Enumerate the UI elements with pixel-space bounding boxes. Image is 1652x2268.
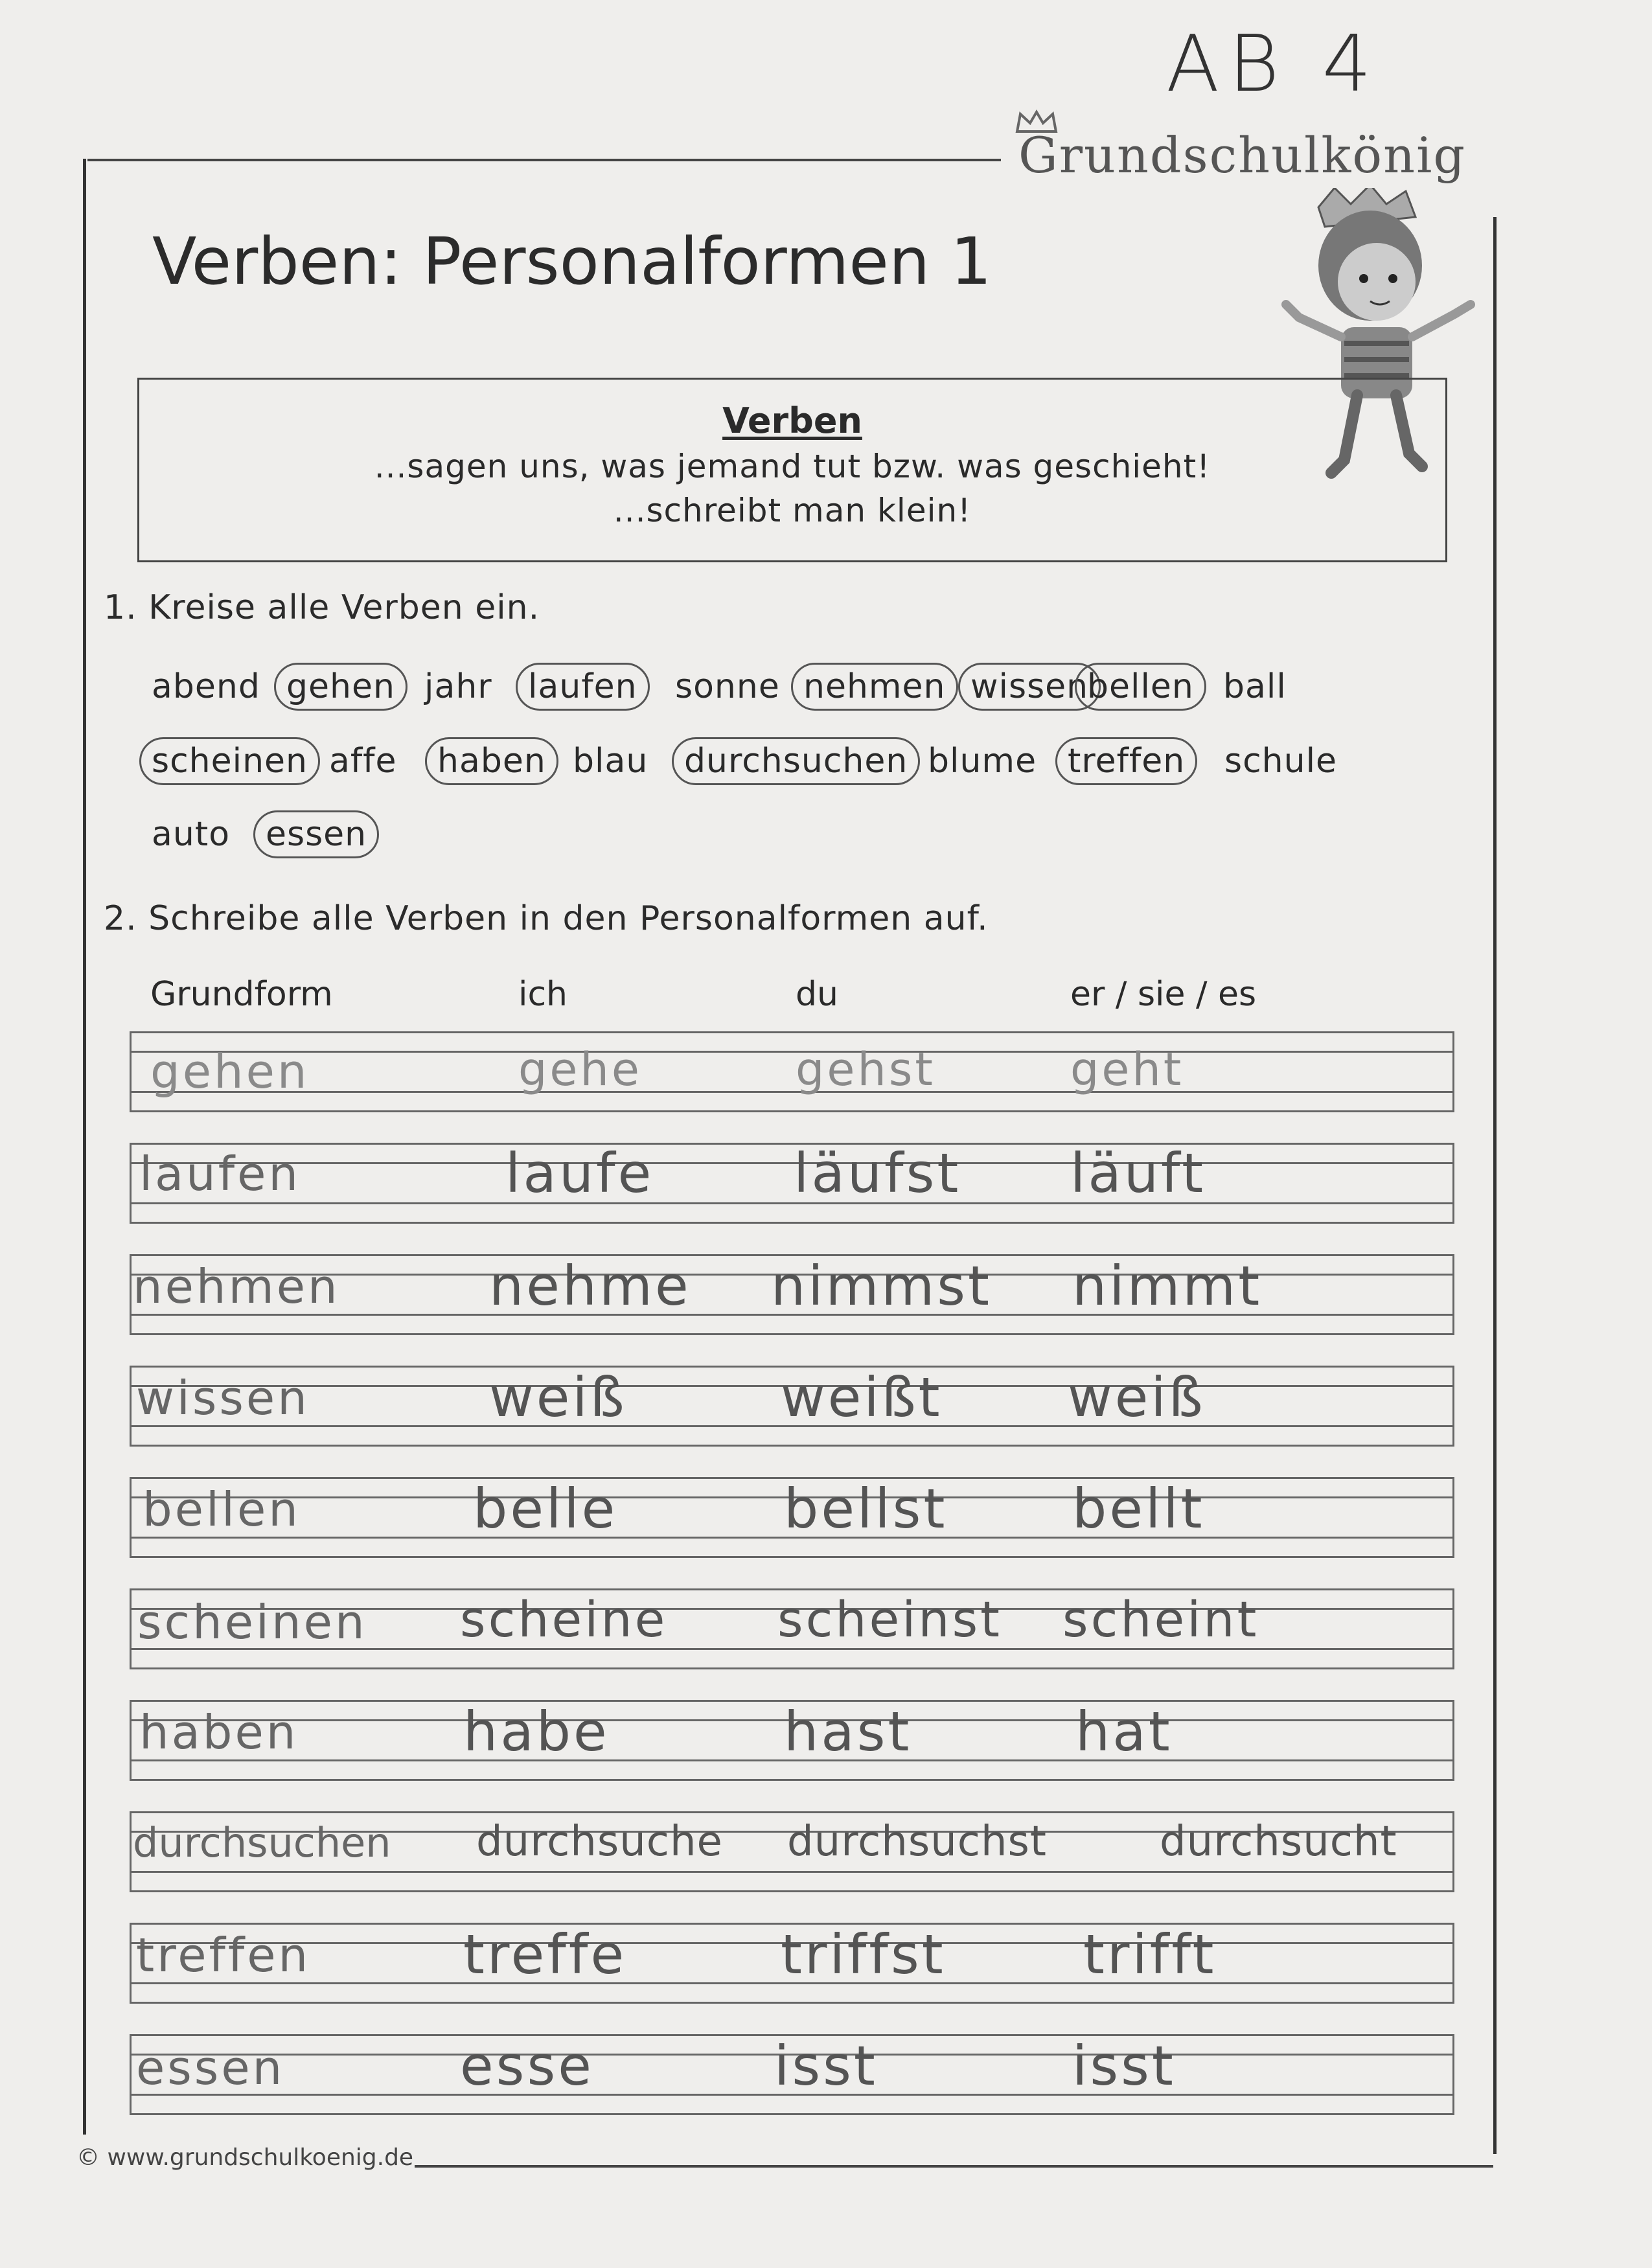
circled-verb: laufen [516,663,650,711]
er-sie-es-cell: weiß [1068,1366,1206,1429]
circled-verb: durchsuchen [672,737,920,785]
du-cell: gehst [796,1043,935,1096]
du-cell: bellst [784,1477,948,1541]
du-cell: weißt [781,1366,943,1429]
frame-top-line [87,159,1001,161]
ich-cell: esse [460,2034,594,2098]
grundform-cell: nehmen [133,1259,340,1314]
ich-cell: laufe [505,1141,654,1205]
frame-right-line [1493,217,1497,2154]
er-sie-es-cell: scheint [1062,1590,1259,1648]
worksheet-label: AB 4 [1166,19,1381,109]
grundform-cell: treffen [136,1928,311,1982]
ich-cell: gehe [518,1043,642,1096]
er-sie-es-cell: nimmt [1072,1254,1263,1318]
ich-cell: nehme [489,1254,691,1318]
grundform-cell: durchsuchen [133,1819,391,1866]
circled-verb: essen [253,810,379,858]
word-item: auto [152,815,231,854]
circled-verb: gehen [274,663,407,711]
brand-logo: Grundschulkönig [1018,126,1467,184]
task-2-instruction: 2. Schreibe alle Verben in den Personalformen auf. [104,899,989,938]
info-box-heading: Verben [722,400,862,441]
writing-lines [130,1031,1454,1111]
er-sie-es-cell: durchsucht [1160,1818,1397,1866]
ich-cell: durchsuche [476,1818,723,1866]
ich-cell: habe [463,1700,610,1763]
circled-verb: bellen [1075,663,1206,711]
du-cell: nimmst [771,1254,992,1318]
er-sie-es-cell: geht [1070,1043,1184,1096]
column-header-grundform: Grundform [150,975,333,1014]
word-item: affe [329,742,397,781]
du-cell: scheinst [777,1590,1002,1648]
column-header-er-sie-es: er / sie / es [1070,975,1257,1014]
ich-cell: treffe [463,1923,627,1986]
task-1-instruction: 1. Kreise alle Verben ein. [104,588,540,627]
verb-info-box [137,378,1447,562]
du-cell: hast [784,1700,912,1763]
ich-cell: belle [473,1477,618,1541]
er-sie-es-cell: bellt [1072,1477,1205,1541]
circled-verb: nehmen [791,663,958,711]
er-sie-es-cell: hat [1075,1700,1173,1763]
column-header-du: du [796,975,838,1014]
word-item: sonne [675,667,780,706]
ich-cell: weiß [489,1366,627,1429]
word-item: schule [1224,742,1338,781]
writing-lines [130,1143,1454,1222]
er-sie-es-cell: läuft [1070,1141,1206,1205]
word-item: jahr [424,667,492,706]
er-sie-es-cell: isst [1072,2034,1176,2098]
du-cell: isst [774,2034,878,2098]
page-title: Verben: Personalformen 1 [152,223,992,299]
word-item: blau [573,742,648,781]
grundform-cell: essen [136,2041,285,2095]
word-item: blume [928,742,1037,781]
grundform-cell: wissen [136,1371,310,1425]
grundform-cell: gehen [150,1044,310,1099]
circled-verb: treffen [1055,737,1197,785]
frame-left-line [83,159,86,2135]
er-sie-es-cell: trifft [1083,1923,1217,1986]
grundform-cell: haben [139,1705,299,1759]
circled-verb: scheinen [139,737,320,785]
circled-verb: wissen [958,663,1101,711]
grundform-cell: scheinen [137,1595,367,1649]
ich-cell: scheine [460,1590,668,1648]
frame-bottom-line [415,2165,1493,2168]
grundform-cell: laufen [139,1147,301,1201]
column-header-ich: ich [518,975,568,1014]
du-cell: läufst [794,1141,961,1205]
du-cell: triffst [781,1923,946,1986]
word-item: abend [152,667,260,706]
info-box-line-1: ...sagen uns, was jemand tut bzw. was geschieht! [374,448,1211,485]
info-box-line-2: ...schreibt man klein! [613,492,972,529]
du-cell: durchsuchst [787,1818,1047,1866]
footer-copyright: © www.grundschulkoenig.de [76,2144,414,2171]
grundform-cell: bellen [143,1482,301,1537]
word-item: ball [1223,667,1287,706]
circled-verb: haben [425,737,558,785]
